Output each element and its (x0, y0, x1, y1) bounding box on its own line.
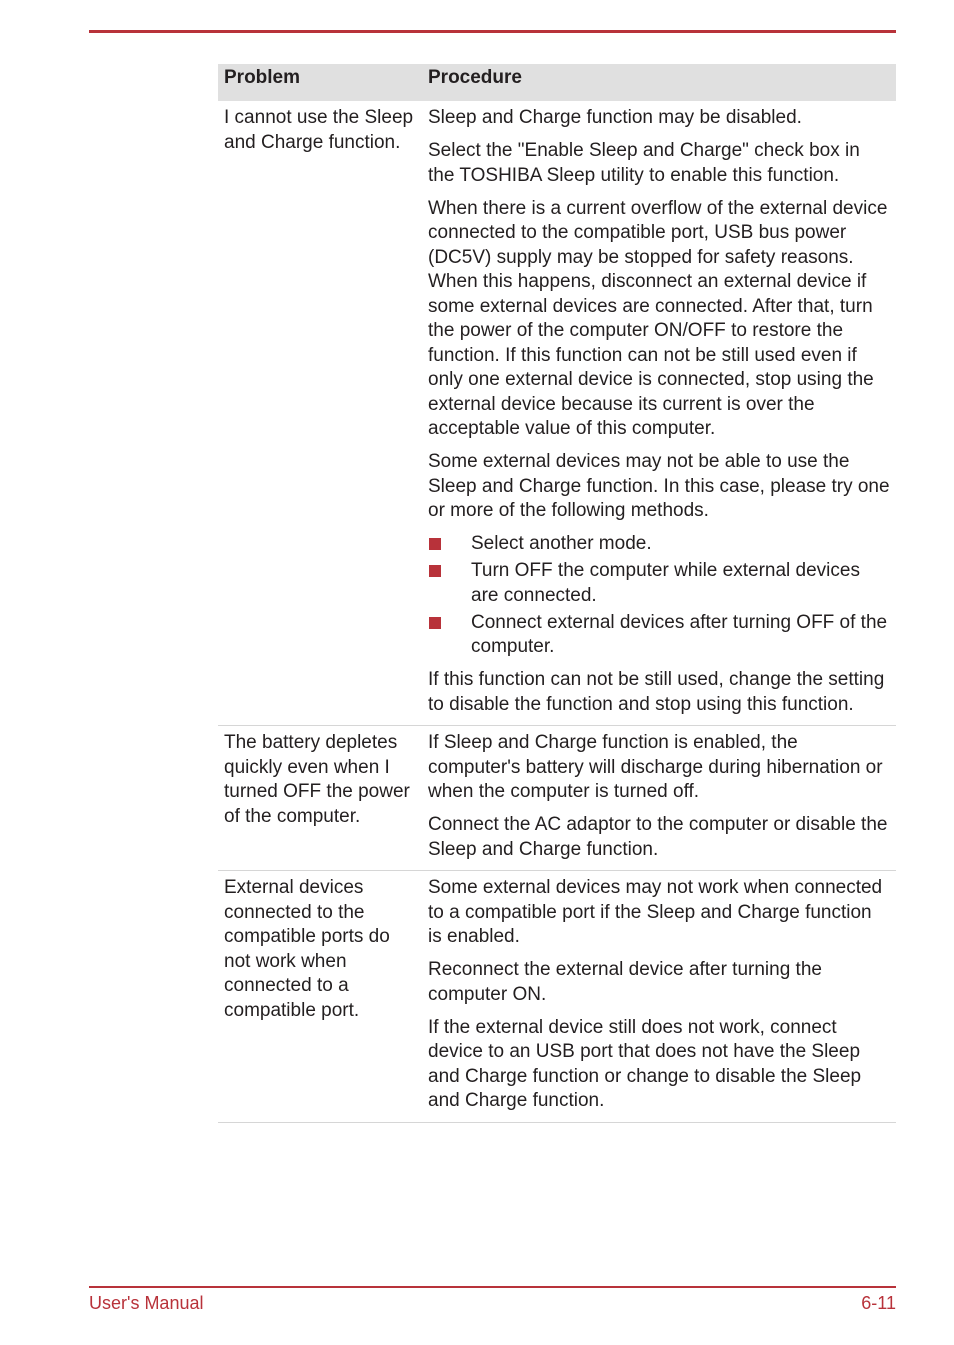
footer-rule (89, 1286, 896, 1288)
bullet-text: Connect external devices after turning OFF of the computer. (471, 611, 888, 657)
procedure-paragraph: Connect the AC adaptor to the computer or disable the Sleep and Charge function. (428, 814, 888, 860)
footer-manual-title: User's Manual (89, 1293, 204, 1313)
procedure-paragraph: When there is a current overflow of the external device connected to the compatible port, USB bus power (DC5V) supply may be stopped for safety reasons. When this happens, disconnect an external device if some external devices are connected. After that, turn the power of the computer ON/OFF to restore the function. If this function can not be still used even if only one external device is connected, stop using the external device because its current is over the acceptable value of this computer. (428, 197, 888, 439)
procedure-paragraph: Some external devices may not work when connected to a compatible port if the Sleep and Charge function is enabled. (428, 877, 883, 947)
troubleshooting-table (218, 64, 896, 1123)
problem-text: The battery depletes quickly even when I turned OFF the power of the computer. (224, 732, 410, 827)
table-row (218, 101, 896, 726)
procedure-paragraph: Reconnect the external device after turning the computer ON. (428, 959, 822, 1005)
square-bullet-icon (429, 538, 441, 550)
column-header-problem: Problem (224, 67, 301, 89)
problem-text: I cannot use the Sleep and Charge function. (224, 107, 414, 153)
procedure-paragraph: Select the "Enable Sleep and Charge" check box in the TOSHIBA Sleep utility to enable this function. (428, 140, 860, 186)
table-row (218, 871, 896, 1123)
procedure-paragraph: Sleep and Charge function may be disabled. (428, 107, 802, 128)
procedure-paragraph: If the external device still does not work, connect device to an USB port that does not have the Sleep and Charge function or change to disable the Sleep and Charge function. (428, 1016, 862, 1111)
problem-cell (218, 101, 422, 725)
header-rule (89, 30, 896, 33)
procedure-paragraph: Some external devices may not be able to use the Sleep and Charge function. In this case, please try one or more of the following methods. (428, 451, 890, 521)
bullet-item (428, 532, 890, 557)
square-bullet-icon (429, 617, 441, 629)
bullet-text: Turn OFF the computer while external devices are connected. (471, 560, 860, 606)
bullet-item (428, 559, 890, 608)
procedure-cell (422, 726, 896, 870)
bullet-item (428, 611, 890, 660)
bullet-list (428, 532, 890, 660)
procedure-cell (422, 101, 896, 725)
procedure-paragraph: If this function can not be still used, change the setting to disable the function and stop using this function. (428, 669, 885, 715)
procedure-cell (422, 871, 896, 1122)
table-row (218, 726, 896, 871)
procedure-paragraph: If Sleep and Charge function is enabled, the computer's battery will discharge during hibernation or when the computer is turned off. (428, 732, 883, 802)
bullet-text: Select another mode. (471, 533, 652, 554)
table-header-row (218, 64, 896, 101)
square-bullet-icon (429, 565, 441, 577)
problem-cell (218, 871, 422, 1122)
column-header-procedure: Procedure (428, 67, 522, 89)
problem-text: External devices connected to the compatible ports do not work when connected to a compatible port. (224, 877, 390, 1021)
page-number: 6-11 (861, 1293, 896, 1313)
problem-cell (218, 726, 422, 870)
